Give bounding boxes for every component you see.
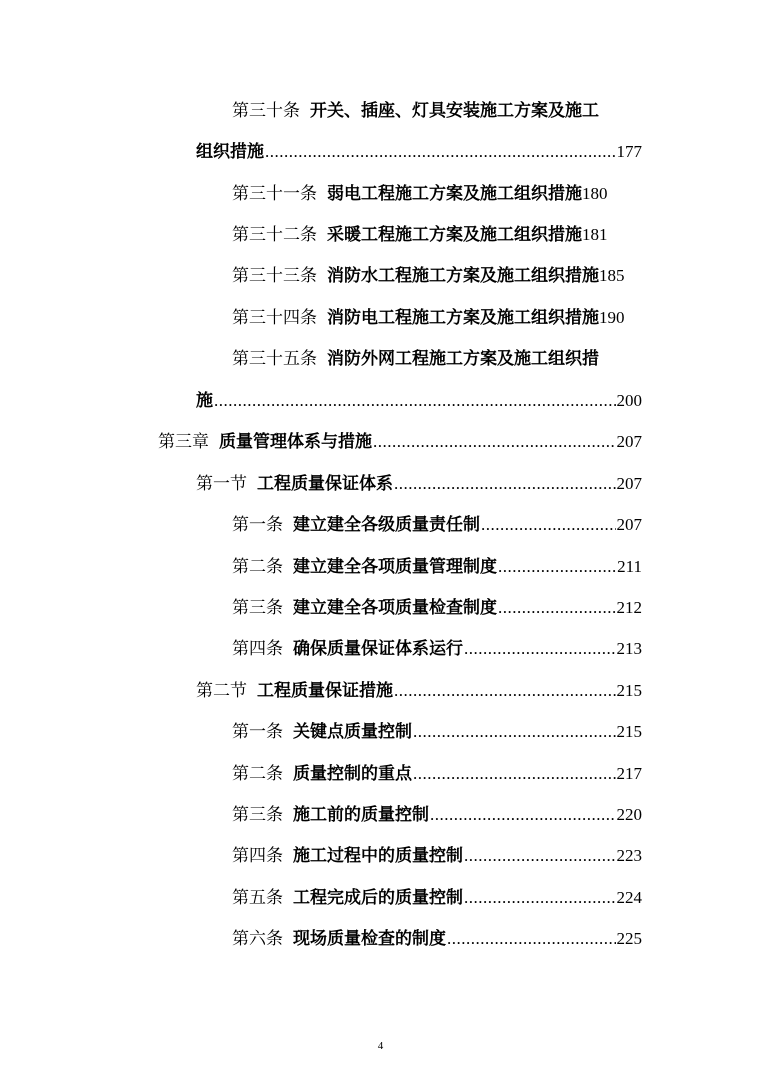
toc-entry[interactable] <box>232 638 642 660</box>
toc-entry[interactable] <box>232 224 662 246</box>
toc-leader-dots <box>481 514 616 536</box>
toc-entry-title: 消防水工程施工方案及施工组织措施 <box>327 266 599 286</box>
toc-entry-label: 第三十三条 <box>232 266 317 285</box>
toc-entry-label: 第一节 <box>196 474 247 493</box>
toc-entry-label: 第五条 <box>232 888 283 907</box>
toc-entry-label: 第一条 <box>232 515 283 534</box>
toc-entry-label: 第二条 <box>232 557 283 576</box>
toc-entry-chapter[interactable] <box>158 431 642 453</box>
toc-entry-title: 弱电工程施工方案及施工组织措施 <box>327 184 582 204</box>
toc-entry-title: 工程完成后的质量控制 <box>293 888 463 908</box>
toc-leader-dots <box>214 390 616 412</box>
toc-entry-title: 工程质量保证体系 <box>257 474 393 494</box>
toc-entry-label: 第三十条 <box>232 101 300 120</box>
toc-leader-dots <box>394 473 616 495</box>
toc-entry[interactable] <box>232 307 662 329</box>
toc-entry-page: 180 <box>582 184 608 203</box>
toc-entry-page: 207 <box>616 432 642 451</box>
toc-entry-label: 第三十二条 <box>232 225 317 244</box>
toc-entry-title: 建立建全各项质量检查制度 <box>293 598 497 618</box>
toc-leader-dots <box>413 721 616 743</box>
toc-entry-label: 第三条 <box>232 805 283 824</box>
toc-entry-title: 消防外网工程施工方案及施工组织措 <box>327 349 599 369</box>
toc-entry-label: 第三十五条 <box>232 349 317 368</box>
toc-entry-page: 207 <box>616 515 642 534</box>
toc-entry[interactable] <box>232 100 652 122</box>
toc-entry-title: 现场质量检查的制度 <box>293 929 446 949</box>
toc-entry-label: 第四条 <box>232 846 283 865</box>
toc-leader-dots <box>498 597 616 619</box>
toc-entry[interactable] <box>196 141 642 163</box>
toc-entry[interactable] <box>196 390 642 412</box>
toc-entry[interactable] <box>232 721 642 743</box>
toc-entry[interactable] <box>232 514 642 536</box>
toc-entry-page: 190 <box>599 308 625 327</box>
toc-entry-title: 施 <box>196 391 213 411</box>
toc-entry-label: 第二节 <box>196 681 247 700</box>
toc-entry-section[interactable] <box>196 473 642 495</box>
toc-leader-dots <box>430 804 616 826</box>
page-number: 4 <box>377 1040 384 1052</box>
toc-entry-title: 确保质量保证体系运行 <box>293 639 463 659</box>
toc-entry-title: 开关、插座、灯具安装施工方案及施工 <box>310 101 599 121</box>
toc-entry-label: 第四条 <box>232 639 283 658</box>
toc-leader-dots <box>413 763 616 785</box>
toc-entry[interactable] <box>232 556 642 578</box>
toc-leader-dots <box>464 638 616 660</box>
toc-entry-label: 第三章 <box>158 432 209 451</box>
toc-entry-section[interactable] <box>196 680 642 702</box>
toc-entry-label: 第二条 <box>232 764 283 783</box>
toc-entry-label: 第三十一条 <box>232 184 317 203</box>
toc-entry[interactable] <box>232 348 652 370</box>
toc-leader-dots <box>394 680 616 702</box>
toc-entry-title: 施工前的质量控制 <box>293 805 429 825</box>
toc-entry-title: 工程质量保证措施 <box>257 681 393 701</box>
toc-entry-page: 207 <box>616 474 642 493</box>
toc-entry[interactable] <box>232 887 642 909</box>
toc-leader-dots <box>447 928 616 950</box>
toc-entry[interactable] <box>232 183 662 205</box>
toc-entry[interactable] <box>232 763 642 785</box>
toc-leader-dots <box>498 556 616 578</box>
toc-entry-title: 消防电工程施工方案及施工组织措施 <box>327 308 599 328</box>
toc-entry-title: 采暖工程施工方案及施工组织措施 <box>327 225 582 245</box>
toc-entry-page: 215 <box>616 722 642 741</box>
toc-entry-title: 建立建全各级质量责任制 <box>293 515 480 535</box>
toc-entry-title: 建立建全各项质量管理制度 <box>293 557 497 577</box>
toc-entry-page: 215 <box>616 681 642 700</box>
toc-entry-page: 185 <box>599 266 625 285</box>
toc-entry-page: 223 <box>616 846 642 865</box>
toc-leader-dots <box>265 141 616 163</box>
toc-entry-label: 第三十四条 <box>232 308 317 327</box>
toc-entry-page: 217 <box>616 764 642 783</box>
toc-entry-page: 181 <box>582 225 608 244</box>
toc-entry-label: 第一条 <box>232 722 283 741</box>
toc-entry[interactable] <box>232 804 642 826</box>
toc-entry-title: 组织措施 <box>196 142 264 162</box>
toc-entry-title: 施工过程中的质量控制 <box>293 846 463 866</box>
toc-entry-label: 第六条 <box>232 929 283 948</box>
toc-entry-page: 220 <box>616 805 642 824</box>
toc-entry-title: 关键点质量控制 <box>293 722 412 742</box>
toc-entry-title: 质量管理体系与措施 <box>219 432 372 452</box>
toc-entry[interactable] <box>232 928 642 950</box>
toc-leader-dots <box>373 431 616 453</box>
toc-entry-page: 212 <box>616 598 642 617</box>
toc-entry-title: 质量控制的重点 <box>293 764 412 784</box>
toc-entry[interactable] <box>232 265 662 287</box>
toc-leader-dots <box>464 887 616 909</box>
toc-entry[interactable] <box>232 597 642 619</box>
toc-entry-page: 225 <box>616 929 642 948</box>
toc-entry-page: 213 <box>616 639 642 658</box>
toc-entry-page: 211 <box>617 557 642 576</box>
toc-entry-label: 第三条 <box>232 598 283 617</box>
toc-entry-page: 200 <box>616 391 642 410</box>
toc-entry-page: 224 <box>616 888 642 907</box>
toc-entry-page: 177 <box>616 142 642 161</box>
toc-leader-dots <box>464 845 616 867</box>
toc-entry[interactable] <box>232 845 642 867</box>
